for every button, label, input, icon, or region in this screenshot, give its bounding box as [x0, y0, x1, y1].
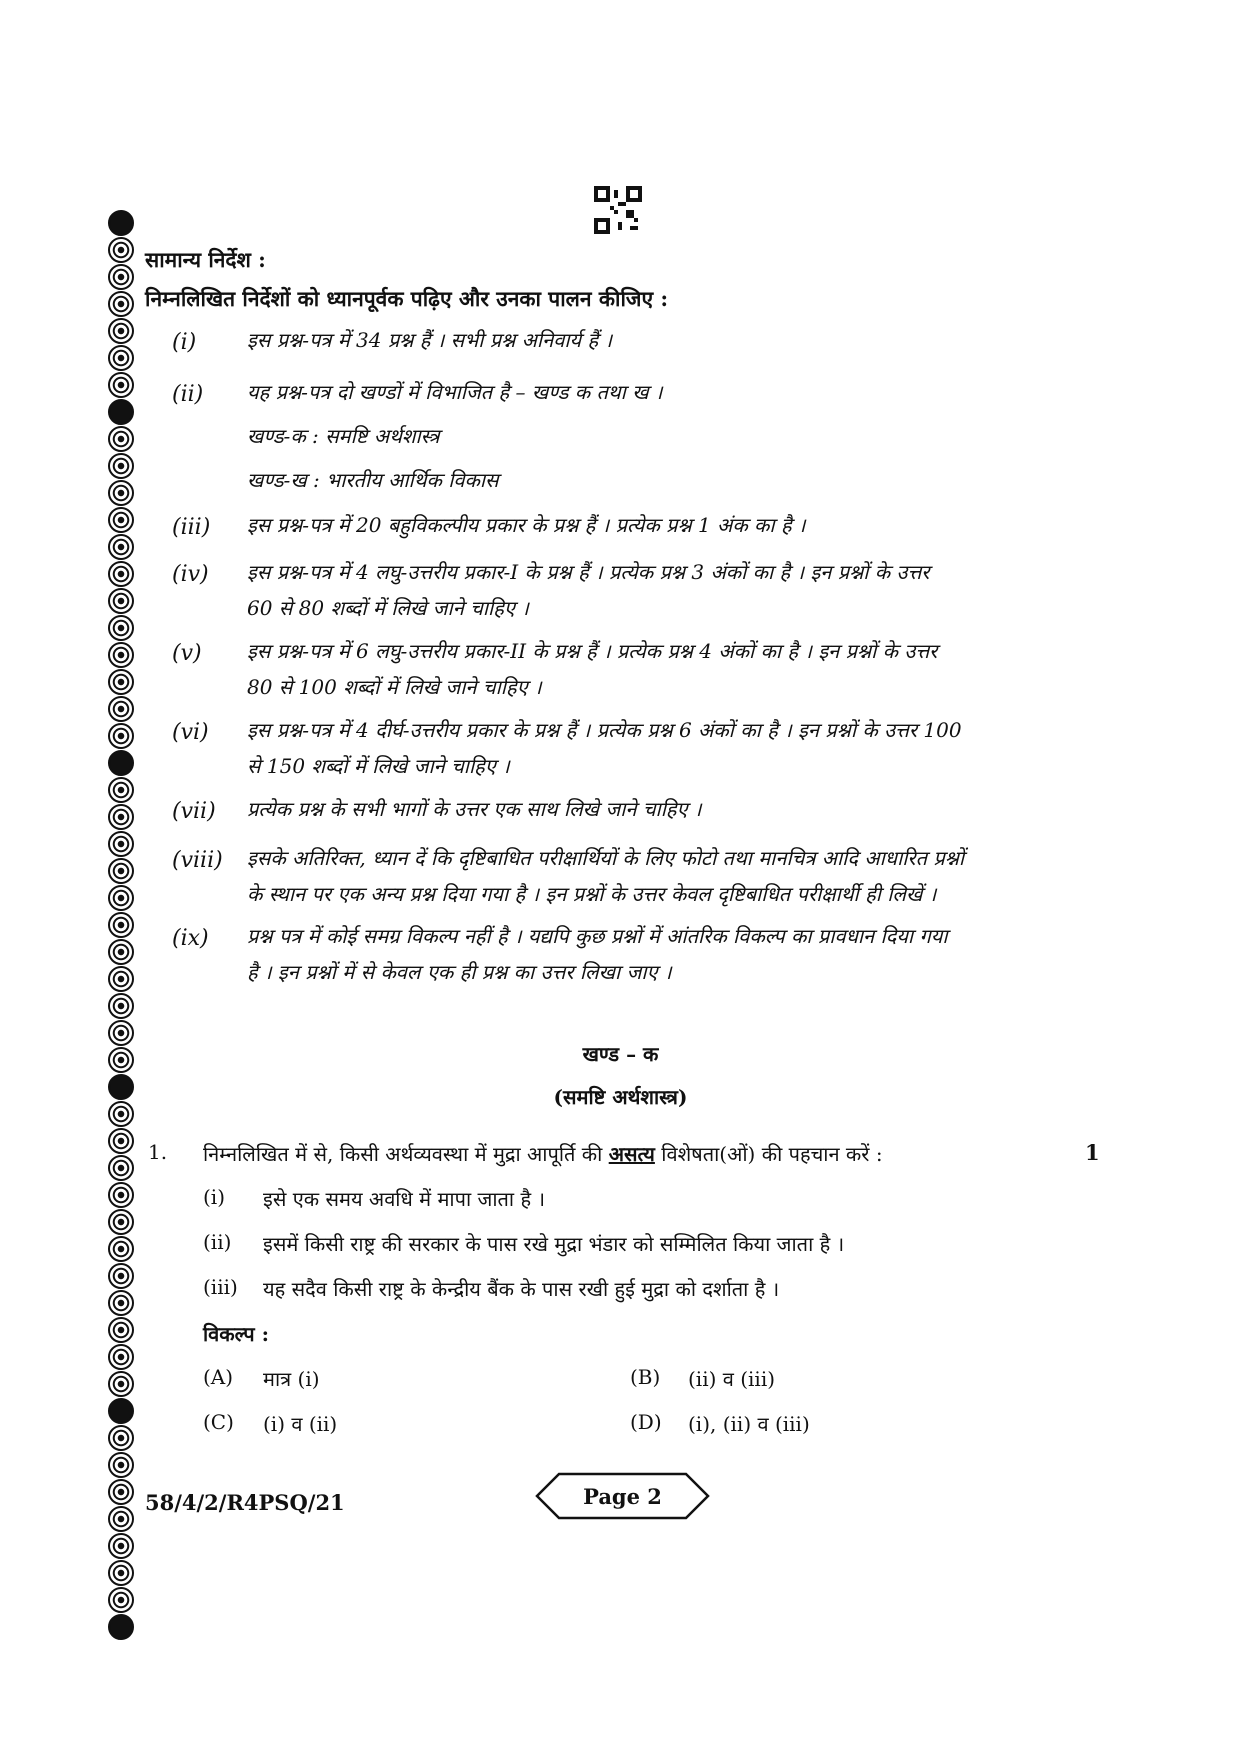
- margin-ring-icon: [108, 1344, 134, 1370]
- instruction-num: (ii): [172, 382, 204, 407]
- margin-ring-icon: [108, 1263, 134, 1289]
- margin-ring-icon: [108, 561, 134, 587]
- instruction-num: (vii): [172, 799, 216, 824]
- margin-ring-icon: [108, 750, 134, 776]
- statement-text: इसे एक समय अवधि में मापा जाता है ।: [263, 1187, 546, 1211]
- margin-ring-icon: [108, 1587, 134, 1613]
- option-text: मात्र (i): [263, 1367, 320, 1391]
- question-text: [203, 1140, 883, 1167]
- margin-ring-icon: [108, 993, 134, 1019]
- option-text: (ii) व (iii): [688, 1367, 776, 1391]
- option-key: (A): [203, 1365, 234, 1389]
- instruction-text: यह प्रश्न-पत्र दो खण्डों में विभाजित है – खण्ड क तथा ख ।: [247, 380, 663, 404]
- statement-num: (i): [203, 1185, 226, 1209]
- general-instructions-subtitle: निम्नलिखित निर्देशों को ध्यानपूर्वक पढ़िए और उनका पालन कीजिए :: [145, 286, 669, 311]
- margin-ring-icon: [108, 588, 134, 614]
- margin-ring-icon: [108, 507, 134, 533]
- instruction-text: से 150 शब्दों में लिखे जाने चाहिए ।: [247, 754, 510, 778]
- section-subheading: (समष्टि अर्थशास्त्र): [553, 1085, 688, 1109]
- instruction-text: खण्ड-क : समष्टि अर्थशास्त्र: [247, 424, 440, 448]
- margin-ring-icon: [108, 1479, 134, 1505]
- margin-ring-icon: [108, 372, 134, 398]
- instruction-text: प्रत्येक प्रश्न के सभी भागों के उत्तर एक साथ लिखे जाने चाहिए ।: [247, 797, 702, 821]
- instruction-text: इस प्रश्न-पत्र में 34 प्रश्न हैं । सभी प्रश्न अनिवार्य हैं ।: [247, 328, 613, 352]
- instruction-num: (i): [172, 330, 197, 355]
- question-text-underlined: असत्य: [608, 1142, 655, 1166]
- margin-ring-icon: [108, 210, 134, 236]
- margin-ring-icon: [108, 615, 134, 641]
- instruction-num: (ix): [172, 926, 209, 951]
- margin-ring-icon: [108, 912, 134, 938]
- statement-text: इसमें किसी राष्ट्र की सरकार के पास रखे मुद्रा भंडार को सम्मिलित किया जाता है ।: [263, 1232, 845, 1256]
- margin-ring-icon: [108, 1560, 134, 1586]
- margin-ring-icon: [108, 237, 134, 263]
- margin-ring-icon: [108, 939, 134, 965]
- paper-code: 58/4/2/R4PSQ/21: [145, 1490, 345, 1515]
- section-heading: खण्ड – क: [582, 1042, 659, 1066]
- general-instructions-title: सामान्य निर्देश :: [145, 247, 266, 272]
- margin-ring-icon: [108, 291, 134, 317]
- margin-ring-icon: [108, 642, 134, 668]
- instruction-text: खण्ड-ख : भारतीय आर्थिक विकास: [247, 468, 499, 492]
- instruction-num: (iii): [172, 515, 211, 540]
- instruction-text: 60 से 80 शब्दों में लिखे जाने चाहिए ।: [247, 596, 529, 620]
- margin-ring-icon: [108, 1371, 134, 1397]
- margin-ring-icon: [108, 1533, 134, 1559]
- margin-ring-icon: [108, 1452, 134, 1478]
- margin-ring-icon: [108, 696, 134, 722]
- margin-ring-icon: [108, 1182, 134, 1208]
- margin-ring-icon: [108, 345, 134, 371]
- question-text-after: विशेषता(ओं) की पहचान करें :: [654, 1142, 883, 1166]
- margin-ring-icon: [108, 1398, 134, 1424]
- statement-num: (ii): [203, 1230, 232, 1254]
- margin-ring-icon: [108, 777, 134, 803]
- instruction-num: (vi): [172, 720, 209, 745]
- margin-ring-icon: [108, 831, 134, 857]
- option-text: (i) व (ii): [263, 1412, 338, 1436]
- instruction-text: प्रश्न पत्र में कोई समग्र विकल्प नहीं है । यद्यपि कुछ प्रश्नों में आंतरिक विकल्प का प्रावधान दिया गया: [247, 924, 948, 948]
- instruction-text: 80 से 100 शब्दों में लिखे जाने चाहिए ।: [247, 675, 542, 699]
- margin-ring-icon: [108, 966, 134, 992]
- instruction-text: इस प्रश्न-पत्र में 4 दीर्घ-उत्तरीय प्रकार के प्रश्न हैं । प्रत्येक प्रश्न 6 अंकों का है । इन प्रश्नों के उत्तर 100: [247, 718, 962, 742]
- instruction-text: इस प्रश्न-पत्र में 20 बहुविकल्पीय प्रकार के प्रश्न हैं । प्रत्येक प्रश्न 1 अंक का है ।: [247, 513, 806, 537]
- instruction-text: है । इन प्रश्नों में से केवल एक ही प्रश्न का उत्तर लिखा जाए ।: [247, 960, 672, 984]
- question-marks: 1: [1085, 1140, 1100, 1165]
- options-label: विकल्प :: [203, 1322, 269, 1346]
- margin-ring-icon: [108, 723, 134, 749]
- margin-ring-icon: [108, 1209, 134, 1235]
- question-text-before: निम्नलिखित में से, किसी अर्थव्यवस्था में मुद्रा आपूर्ति की: [203, 1142, 609, 1166]
- margin-ring-icon: [108, 1128, 134, 1154]
- instruction-num: (viii): [172, 848, 223, 873]
- margin-ring-icon: [108, 426, 134, 452]
- instruction-num: (v): [172, 641, 202, 666]
- margin-ring-strip: [104, 210, 138, 1641]
- margin-ring-icon: [108, 453, 134, 479]
- option-text: (i), (ii) व (iii): [688, 1412, 810, 1436]
- margin-ring-icon: [108, 669, 134, 695]
- margin-ring-icon: [108, 1506, 134, 1532]
- margin-ring-icon: [108, 1425, 134, 1451]
- margin-ring-icon: [108, 1155, 134, 1181]
- instruction-text: इस प्रश्न-पत्र में 4 लघु-उत्तरीय प्रकार-I के प्रश्न हैं । प्रत्येक प्रश्न 3 अंकों का है । इन प्रश्नों के उत्तर: [247, 560, 930, 584]
- margin-ring-icon: [108, 804, 134, 830]
- margin-ring-icon: [108, 1236, 134, 1262]
- option-key: (D): [630, 1410, 662, 1434]
- margin-ring-icon: [108, 1290, 134, 1316]
- qr-code-image: [594, 186, 642, 234]
- statement-num: (iii): [203, 1275, 238, 1299]
- instruction-text: इसके अतिरिक्त, ध्यान दें कि दृष्टिबाधित परीक्षार्थियों के लिए फोटो तथा मानचित्र आदि आधारित प्रश्नों: [247, 846, 965, 870]
- margin-ring-icon: [108, 480, 134, 506]
- instruction-text: के स्थान पर एक अन्य प्रश्न दिया गया है । इन प्रश्नों के उत्तर केवल दृष्टिबाधित परीक्षार्थी ही लिखें ।: [247, 882, 937, 906]
- statement-text: यह सदैव किसी राष्ट्र के केन्द्रीय बैंक के पास रखी हुई मुद्रा को दर्शाता है ।: [263, 1277, 780, 1301]
- question-number: 1.: [148, 1140, 168, 1164]
- page-number: Page 2: [583, 1484, 662, 1509]
- option-key: (C): [203, 1410, 234, 1434]
- margin-ring-icon: [108, 399, 134, 425]
- instruction-text: इस प्रश्न-पत्र में 6 लघु-उत्तरीय प्रकार-II के प्रश्न हैं । प्रत्येक प्रश्न 4 अंकों का है । इन प्रश्नों के उत्तर: [247, 639, 938, 663]
- margin-ring-icon: [108, 1317, 134, 1343]
- margin-ring-icon: [108, 318, 134, 344]
- margin-ring-icon: [108, 885, 134, 911]
- margin-ring-icon: [108, 534, 134, 560]
- margin-ring-icon: [108, 858, 134, 884]
- margin-ring-icon: [108, 1614, 134, 1640]
- margin-ring-icon: [108, 264, 134, 290]
- instruction-num: (iv): [172, 562, 209, 587]
- option-key: (B): [630, 1365, 661, 1389]
